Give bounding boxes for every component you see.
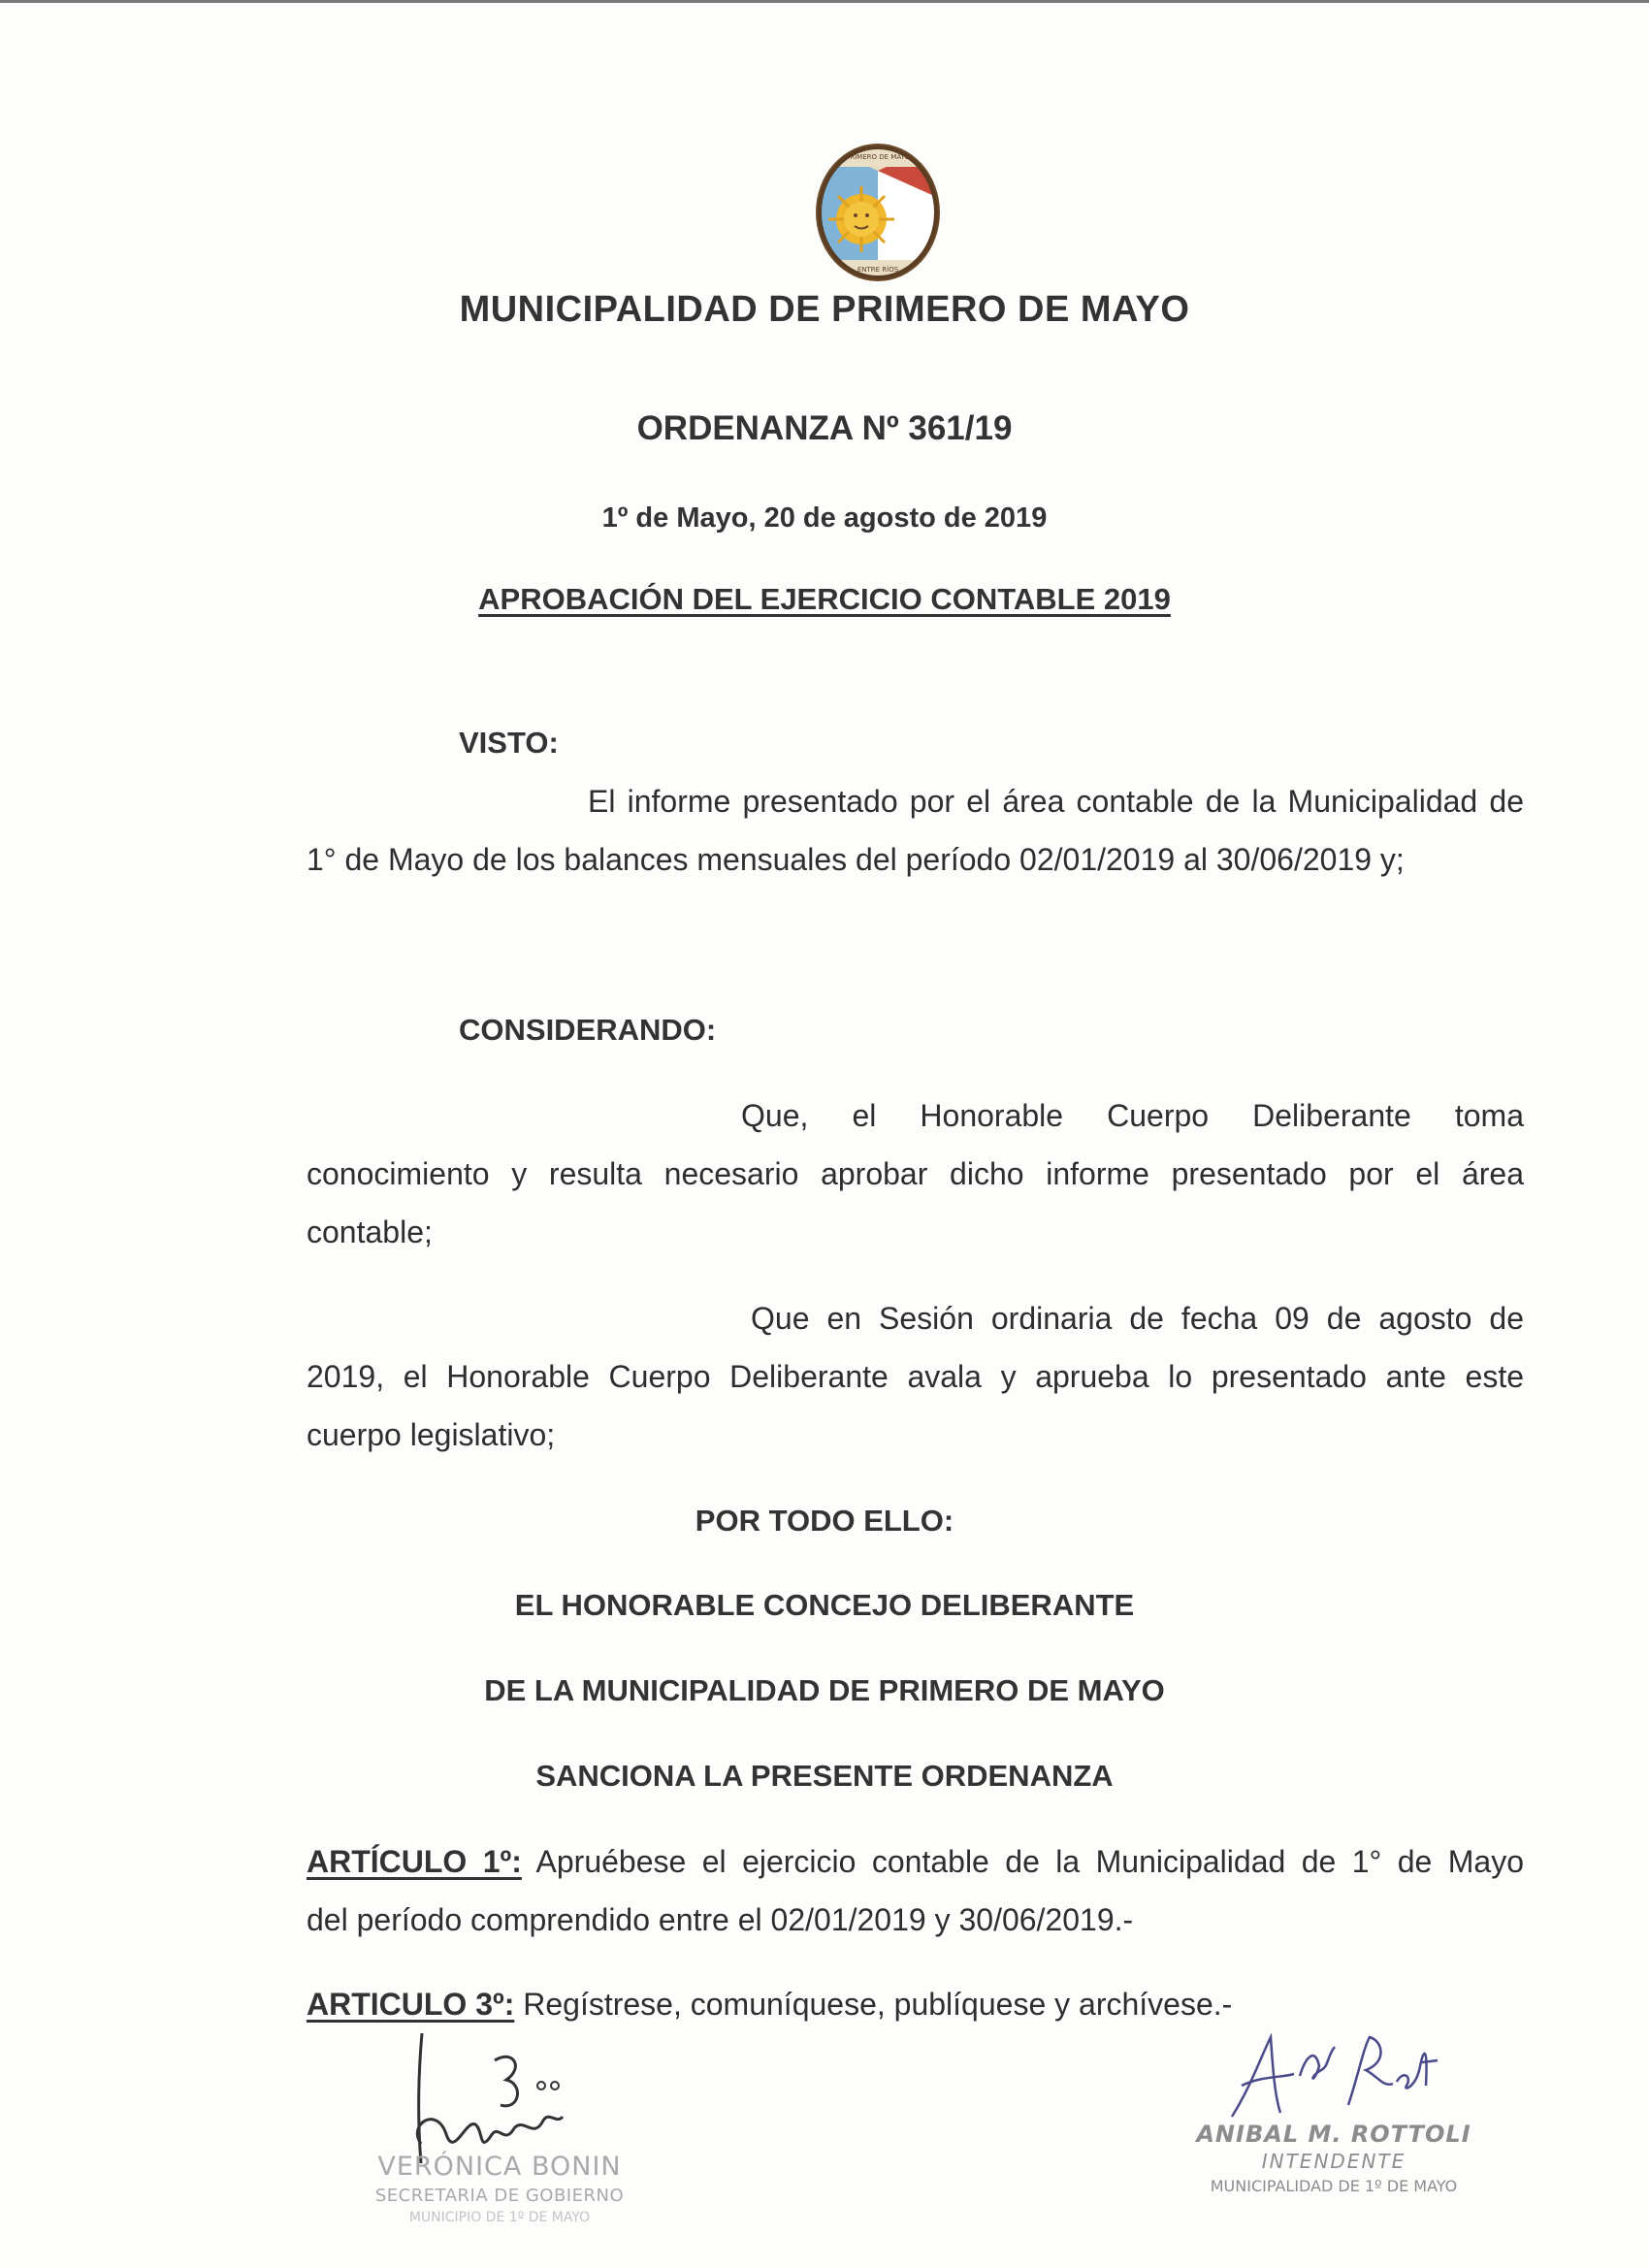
article-1-line-1: Apruébese el ejercicio contable de la Municipalidad de 1° de Mayo: [535, 1844, 1524, 1879]
visto-line-1: El informe presentado por el área contable de la Municipalidad de: [588, 784, 1524, 819]
article-1: [307, 1832, 1524, 1949]
considerando-paragraph-2: [307, 1289, 1524, 1464]
signature-right-name: ANIBAL M. ROTTOLI: [1196, 2121, 1471, 2148]
signature-right-scribble: [1212, 2027, 1465, 2124]
signature-right-role: INTENDENTE: [1261, 2150, 1406, 2173]
por-todo-ello-heading: POR TODO ELLO:: [695, 1504, 954, 1538]
ordinance-subject: [0, 582, 1649, 617]
considerando-p2-line-2: 2019, el Honorable Cuerpo Deliberante avala y aprueba lo presentado ante este: [307, 1359, 1524, 1394]
concejo-heading: EL HONORABLE CONCEJO DELIBERANTE: [514, 1588, 1135, 1622]
signature-left-org: MUNICIPIO DE 1º DE MAYO: [408, 2210, 591, 2225]
signature-left-role: SECRETARIA DE GOBIERNO: [374, 2186, 625, 2206]
municipality-title: MUNICIPALIDAD DE PRIMERO DE MAYO: [459, 289, 1190, 330]
article-3: [307, 1975, 1524, 2033]
considerando-p1-line-2: conocimiento y resulta necesario aprobar dicho informe presentado por el área: [307, 1156, 1524, 1191]
ordinance-date: 1º de Mayo, 20 de agosto de 2019: [601, 502, 1048, 534]
article-1-line-2: del período comprendido entre el 02/01/2019 y 30/06/2019.-: [307, 1902, 1134, 1937]
signature-right-org: MUNICIPALIDAD DE 1º DE MAYO: [1210, 2177, 1458, 2195]
article-1-label: ARTÍCULO 1º:: [307, 1844, 522, 1879]
scan-top-edge: [0, 0, 1649, 3]
considerando-heading: CONSIDERANDO:: [459, 1013, 717, 1047]
considerando-p1-line-3: contable;: [307, 1215, 433, 1249]
sanciona-heading: SANCIONA LA PRESENTE ORDENANZA: [535, 1759, 1114, 1793]
visto-heading: VISTO:: [459, 726, 559, 760]
article-3-line-1: Regístrese, comuníquese, publíquese y archívese.-: [523, 1987, 1233, 2022]
municipal-crest-icon: [813, 142, 943, 283]
signature-left-name: VERÓNICA BONIN: [377, 2152, 622, 2182]
signature-right-stamp: [1193, 2121, 1474, 2195]
svg-text:ENTRE RÍOS: ENTRE RÍOS: [857, 266, 899, 274]
visto-paragraph: [307, 772, 1524, 889]
ordinance-number: ORDENANZA Nº 361/19: [636, 409, 1013, 447]
visto-line-2: 1° de Mayo de los balances mensuales del período 02/01/2019 al 30/06/2019 y;: [307, 842, 1405, 877]
considerando-p2-line-3: cuerpo legislativo;: [307, 1417, 556, 1452]
considerando-p1-line-1: Que, el Honorable Cuerpo Deliberante toma: [741, 1098, 1524, 1133]
signature-left-stamp: [340, 2152, 660, 2225]
considerando-p2-line-1: Que en Sesión ordinaria de fecha 09 de agosto de: [751, 1301, 1524, 1336]
ordinance-subject-text: APROBACIÓN DEL EJERCICIO CONTABLE 2019: [478, 582, 1171, 616]
considerando-paragraph-1: [307, 1086, 1524, 1261]
municipio-heading: DE LA MUNICIPALIDAD DE PRIMERO DE MAYO: [484, 1673, 1165, 1707]
svg-text:PRIMERO DE MAYO: PRIMERO DE MAYO: [846, 153, 910, 161]
article-3-label: ARTICULO 3º:: [307, 1987, 515, 2022]
